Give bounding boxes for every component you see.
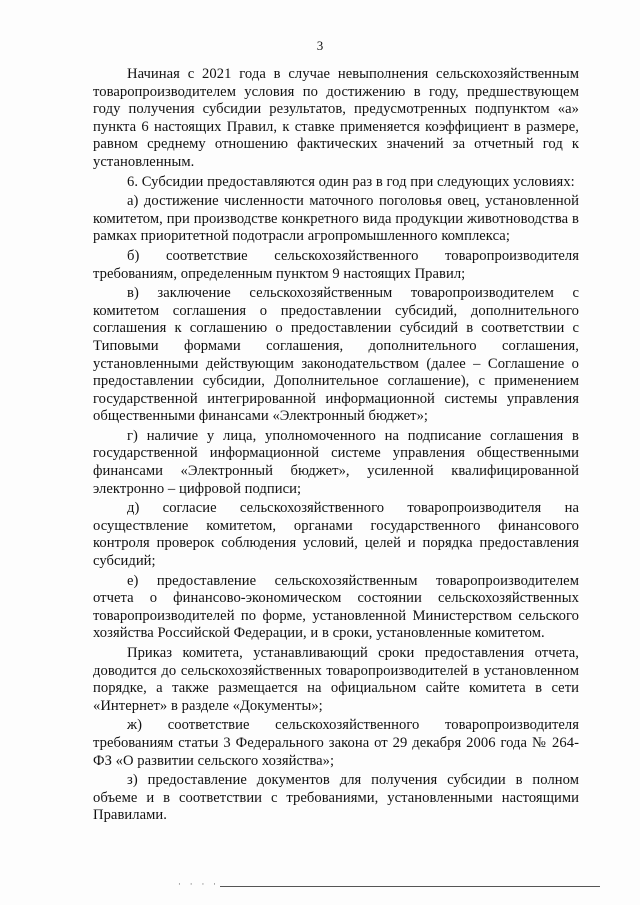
- paragraph-6d: д) согласие сельскохозяйственного товаропроизводителя на осуществление комитетом, органами государственного финансового контроля проверок соблюдения условий, целей и порядка предоставления субсидий;: [93, 500, 579, 570]
- paragraph-6g: г) наличие у лица, уполномоченного на подписание соглашения в государственной информационной системе управления общественными финансами «Электронный бюджет», усиленной квалифицированной электронно – цифровой подписи;: [93, 427, 579, 497]
- paragraph-6zh: ж) соответствие сельскохозяйственного товаропроизводителя требованиям статьи 3 Федерального закона от 29 декабря 2006 года № 264-ФЗ «О развитии сельского хозяйства»;: [93, 717, 579, 769]
- paragraph-6a: а) достижение численности маточного поголовья овец, установленной комитетом, при производстве конкретного вида продукции животноводства в рамках приоритетной подотрасли агропромышленного комплекса;: [93, 193, 579, 245]
- paragraph-coefficient: Начиная с 2021 года в случае невыполнения сельскохозяйственным товаропроизводителем условия по достижению в году, предшествующем году получения субсидии результатов, предусмотренных подпунктом «а» пункта 6 настоящих Правил, к ставке применяется коэффициент в размере, равном среднему отношению фактических значений за отчетный год к установленным.: [93, 66, 579, 170]
- document-body: [93, 66, 579, 827]
- paragraph-6v: в) заключение сельскохозяйственным товаропроизводителем с комитетом соглашения о предоставлении субсидий, дополнительного соглашения к соглашению о предоставлении субсидий в соответствии с Типовыми формами соглашения, дополнительного соглашения, установленными действующим законодательством (далее – Соглашение о предоставлении субсидии, Дополнительное соглашение), с применением государственной интегрированной информационной системы управления общественными финансами «Электронный бюджет»;: [93, 285, 579, 425]
- footer-rule: [220, 886, 600, 887]
- paragraph-6-conditions: 6. Субсидии предоставляются один раз в год при следующих условиях:: [127, 173, 575, 190]
- paragraph-order: Приказ комитета, устанавливающий сроки предоставления отчета, доводится до сельскохозяйственных товаропроизводителей в установленном порядке, а также размещается на официальном сайте комитета в сети «Интернет» в разделе «Документы»;: [93, 645, 579, 714]
- paragraph-6b: б) соответствие сельскохозяйственного товаропроизводителя требованиям, определенным пунктом 9 настоящих Правил;: [93, 247, 579, 282]
- scan-artifact-dots: · · · ·: [178, 880, 220, 890]
- paragraph-6z: з) предоставление документов для получения субсидии в полном объеме и в соответствии с требованиями, установленными настоящими Правилами.: [93, 772, 579, 824]
- page-number: 3: [316, 38, 324, 53]
- paragraph-6e: е) предоставление сельскохозяйственным товаропроизводителем отчета о финансово-экономическом состоянии сельскохозяйственных товаропроизводителей по форме, установленной Министерством сельского хозяйства Российской Федерации, и в сроки, установленные комитетом.: [93, 572, 579, 642]
